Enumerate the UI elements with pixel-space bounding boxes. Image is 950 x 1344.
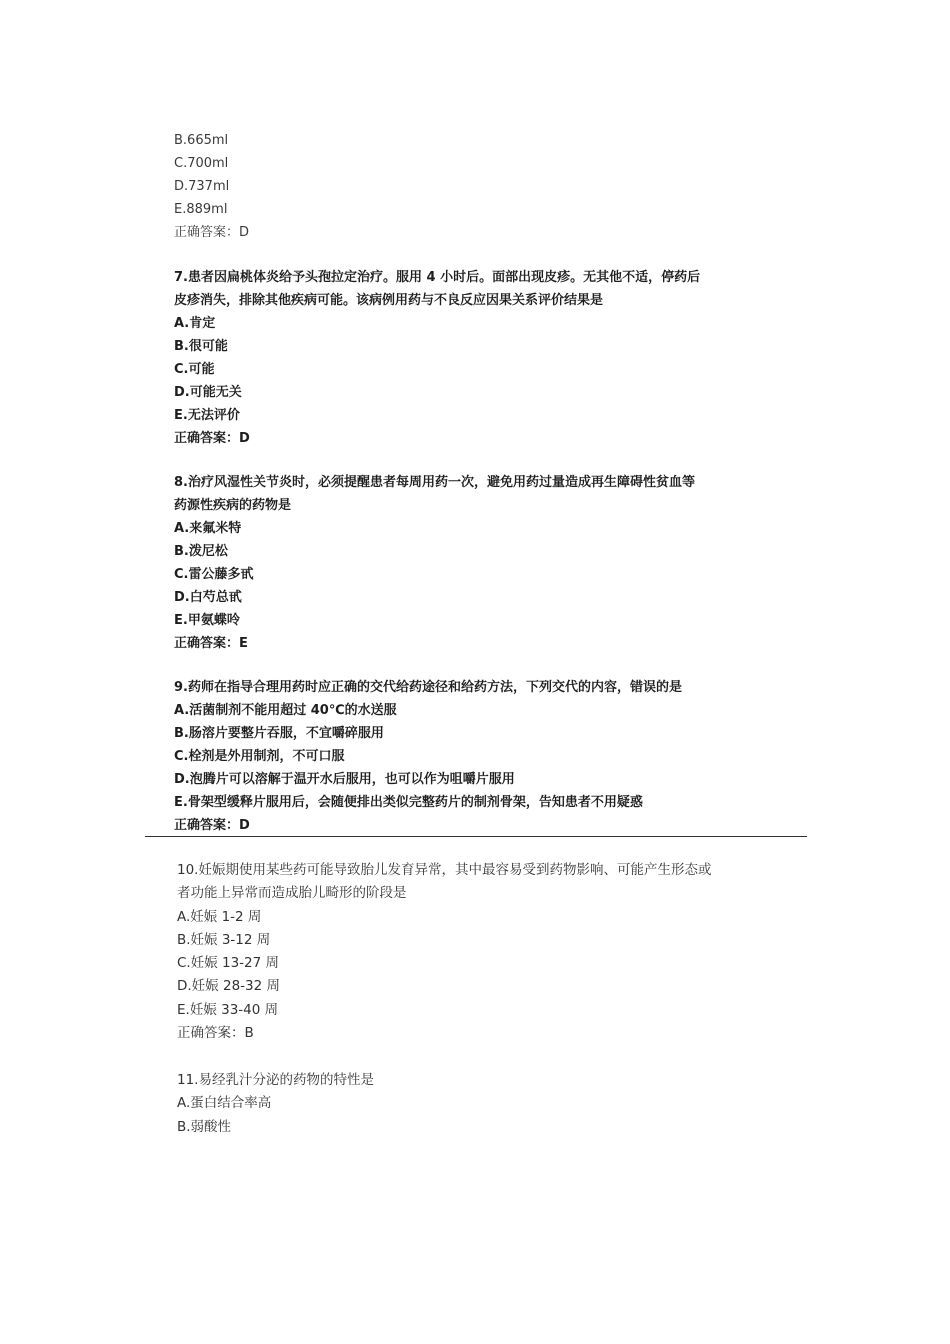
q11-option-b: B.弱酸性 [177, 1118, 232, 1135]
page-divider [145, 836, 807, 837]
q6-option-e: E.889ml [174, 202, 228, 217]
q9-stem-line-1: 9.药师在指导合理用药时应正确的交代给药途径和给药方法，下列交代的内容，错误的是 [174, 680, 682, 695]
question-11 [177, 1069, 817, 1139]
q9-answer: 正确答案：D [174, 818, 250, 833]
q8-option-a: A.来氟米特 [174, 521, 242, 536]
q7-answer: 正确答案：D [174, 431, 250, 446]
question-6-tail [174, 129, 814, 244]
q10-option-d: D.妊娠 28-32 周 [177, 978, 280, 995]
q10-option-c: C.妊娠 13-27 周 [177, 955, 280, 972]
q8-answer: 正确答案：E [174, 636, 248, 651]
q6-answer: 正确答案：D [174, 225, 250, 240]
q10-option-a: A.妊娠 1-2 周 [177, 908, 262, 925]
q10-option-e: E.妊娠 33-40 周 [177, 1001, 279, 1018]
q8-option-e: E.甲氨蝶呤 [174, 613, 240, 628]
q8-stem-line-2: 药源性疾病的药物是 [174, 498, 292, 513]
q10-answer: 正确答案：B [177, 1025, 254, 1042]
q8-stem-line-1: 8.治疗风湿性关节炎时，必须提醒患者每周用药一次，避免用药过量造成再生障碍性贫血等 [174, 475, 695, 490]
question-9 [174, 676, 814, 837]
q8-option-c: C.雷公藤多甙 [174, 567, 254, 582]
question-8 [174, 471, 814, 655]
q10-stem-line-1: 10.妊娠期使用某些药可能导致胎儿发育异常，其中最容易受到药物影响、可能产生形态或 [177, 862, 712, 878]
q6-option-b: B.665ml [174, 133, 229, 148]
q7-stem-line-2: 皮疹消失，排除其他疾病可能。该病例用药与不良反应因果关系评价结果是 [174, 293, 604, 308]
q10-option-b: B.妊娠 3-12 周 [177, 931, 271, 948]
q7-option-e: E.无法评价 [174, 408, 240, 423]
q7-option-b: B.很可能 [174, 339, 228, 354]
question-10 [177, 859, 817, 1045]
q9-option-a: A.活菌制剂不能用超过 40℃的水送服 [174, 703, 397, 718]
q7-stem-line-1: 7.患者因扁桃体炎给予头孢拉定治疗。服用 4 小时后。面部出现皮疹。无其他不适，停药后 [174, 270, 701, 285]
q7-option-c: C.可能 [174, 362, 215, 377]
q10-stem-line-2: 者功能上异常而造成胎儿畸形的阶段是 [177, 885, 407, 902]
q9-option-d: D.泡腾片可以溶解于温开水后服用，也可以作为咀嚼片服用 [174, 772, 515, 787]
q7-option-a: A.肯定 [174, 316, 216, 331]
q7-option-d: D.可能无关 [174, 385, 242, 400]
q9-option-b: B.肠溶片要整片吞服，不宜嚼碎服用 [174, 726, 384, 741]
q9-option-c: C.栓剂是外用制剂，不可口服 [174, 749, 345, 764]
q11-option-a: A.蛋白结合率高 [177, 1095, 272, 1112]
q8-option-b: B.泼尼松 [174, 544, 228, 559]
q8-option-d: D.白芍总甙 [174, 590, 242, 605]
q11-stem-line-1: 11.易经乳汁分泌的药物的特性是 [177, 1072, 374, 1088]
q9-option-e: E.骨架型缓释片服用后，会随便排出类似完整药片的制剂骨架，告知患者不用疑惑 [174, 795, 643, 810]
q6-option-d: D.737ml [174, 179, 230, 194]
q6-option-c: C.700ml [174, 156, 229, 171]
question-7 [174, 266, 814, 450]
